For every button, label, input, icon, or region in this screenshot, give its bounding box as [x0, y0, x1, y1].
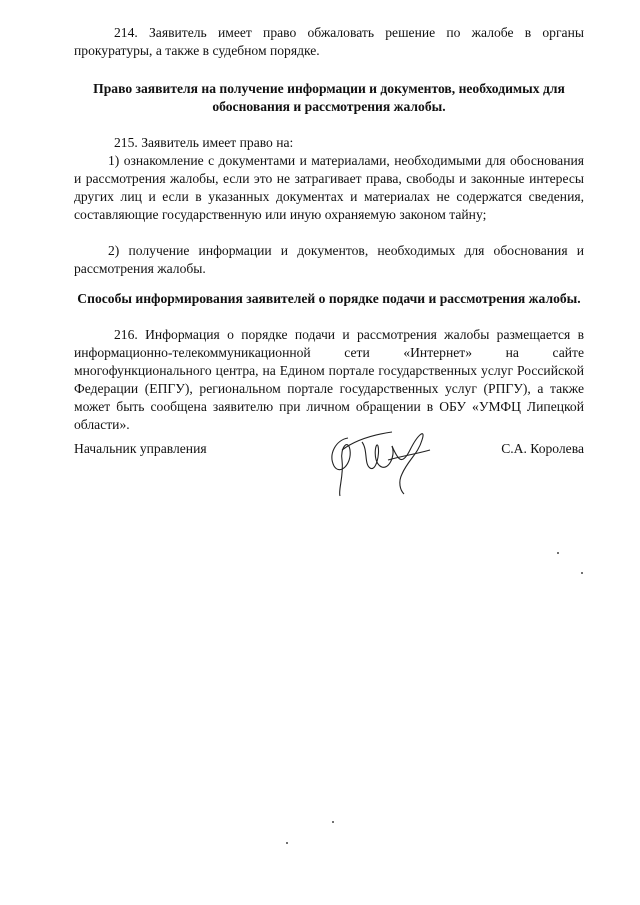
scan-speck [581, 572, 583, 574]
scan-speck [332, 821, 334, 823]
signatory-name: С.А. Королева [501, 441, 584, 456]
signatory-position: Начальник управления [74, 441, 207, 456]
scan-speck [557, 552, 559, 554]
scan-speck [286, 842, 288, 844]
paragraph-215-item-2: 2) получение информации и документов, необходимых для обоснования и рассмотрения жалобы. [74, 243, 584, 276]
section-heading-rights: Право заявителя на получение информации и документов, необходимых для обоснования и рассмотрения жалобы. [93, 81, 565, 114]
handwritten-signature [318, 420, 438, 500]
paragraph-215: 215. Заявитель имеет право на: [114, 135, 294, 150]
section-heading-informing: Способы информирования заявителей о порядке подачи и рассмотрения жалобы. [77, 291, 581, 306]
paragraph-214: 214. Заявитель имеет право обжаловать решение по жалобе в органы прокуратуры, а также в судебном порядке. [74, 25, 584, 58]
paragraph-215-item-1: 1) ознакомление с документами и материалами, необходимыми для обоснования и рассмотрения жалобы, если это не затрагивает права, свободы и законные интересы других лиц и если в указанных документах и материалах не содержатся сведения, составляющие государственную или иную охраняемую законом тайну; [74, 153, 584, 222]
paragraph-216: 216. Информация о порядке подачи и рассмотрения жалобы размещается в информационно-телекоммуникационной сети «Интернет» на сайте многофункционального центра, на Едином портале государственных услуг Российской Федерации (ЕПГУ), региональном портале государственных услуг (РПГУ), а также может быть сообщена заявителю при личном обращении в ОБУ «УМФЦ Липецкой области». [74, 327, 584, 432]
